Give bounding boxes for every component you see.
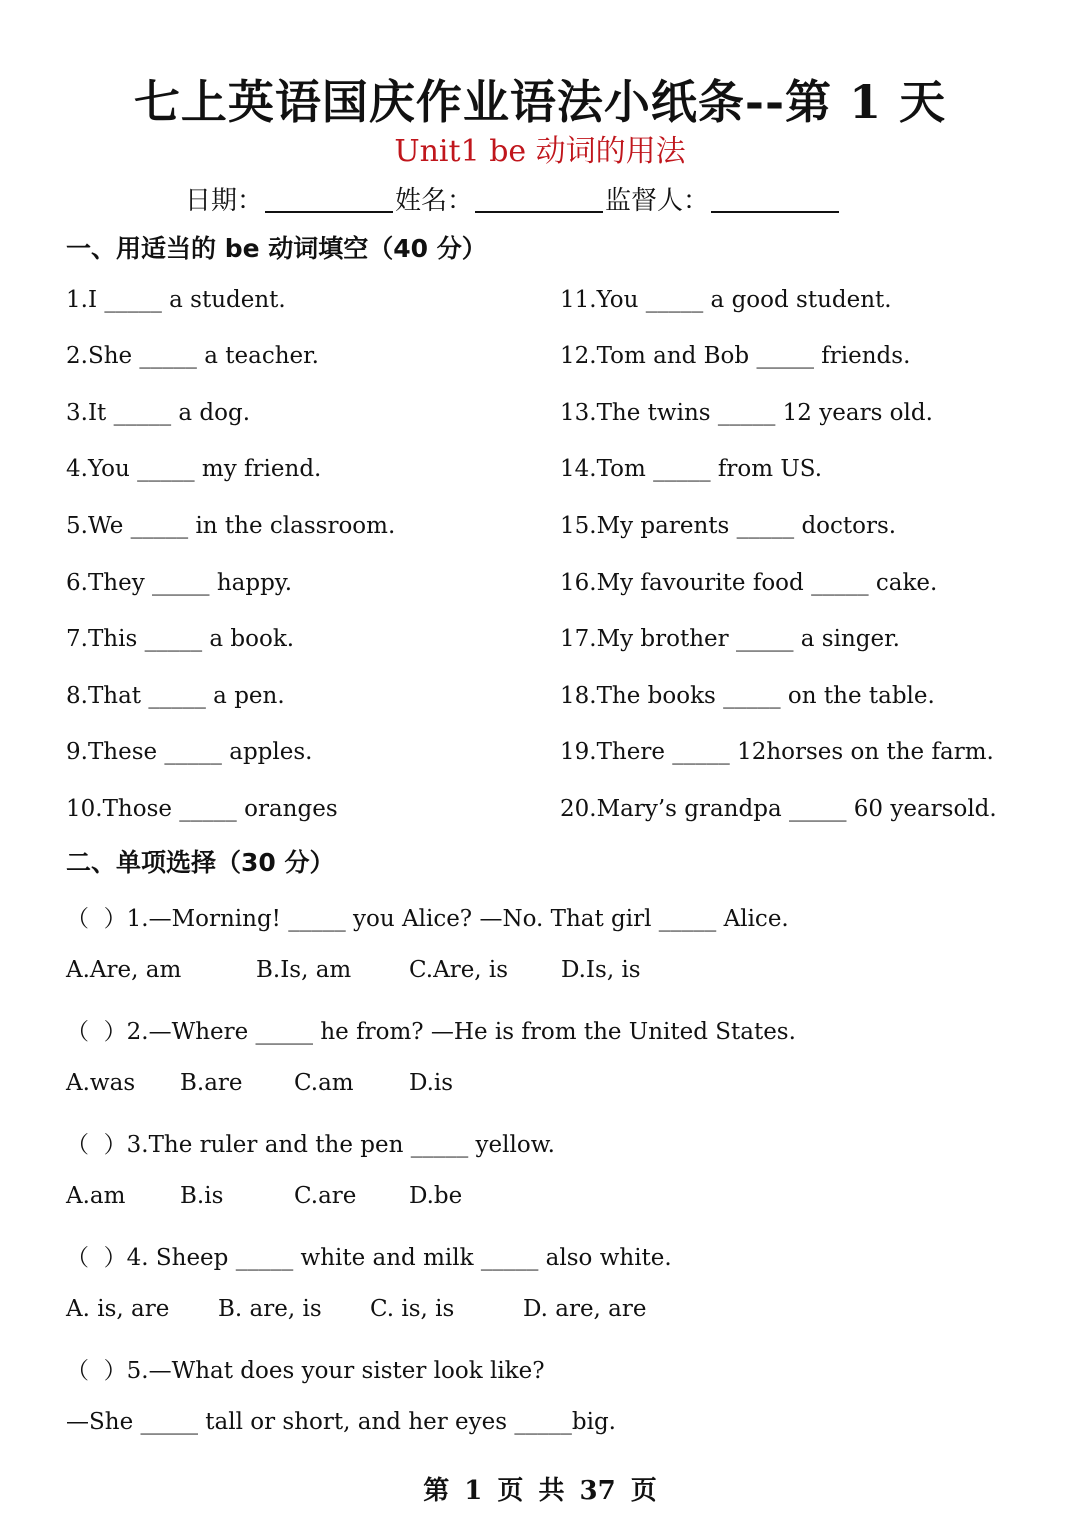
mc-option: C.Are, is xyxy=(409,957,509,983)
mc-option: D.is xyxy=(409,1070,454,1096)
supervisor-blank[interactable] xyxy=(711,209,839,213)
mc-option: B.are xyxy=(180,1070,243,1096)
fill-question: 15.My parents _____ doctors. xyxy=(560,513,897,539)
fill-question: 3.It _____ a dog. xyxy=(66,400,251,426)
mc-question-stem: （ ）4. Sheep _____ white and milk _____ also white. xyxy=(66,1245,672,1271)
fill-question: 19.There _____ 12horses on the farm. xyxy=(560,739,994,765)
name-label: 姓名： xyxy=(395,186,474,216)
mc-option: A.was xyxy=(66,1070,136,1096)
mc-option: A.Are, am xyxy=(66,957,182,983)
fill-question: 8.That _____ a pen. xyxy=(66,683,285,709)
fill-question: 5.We _____ in the classroom. xyxy=(66,513,396,539)
fill-question: 12.Tom and Bob _____ friends. xyxy=(560,343,911,369)
date-blank[interactable] xyxy=(265,209,393,213)
mc-option: C.am xyxy=(294,1070,354,1096)
fill-question: 18.The books _____ on the table. xyxy=(560,683,935,709)
mc-option: D. are, are xyxy=(523,1296,647,1322)
mc-question-stem: （ ）2.—Where _____ he from? —He is from the United States. xyxy=(66,1019,796,1045)
fill-question: 7.This _____ a book. xyxy=(66,626,295,652)
fill-question: 6.They _____ happy. xyxy=(66,570,293,596)
mc-option: A.am xyxy=(66,1183,126,1209)
supervisor-label: 监督人： xyxy=(605,186,710,216)
fill-question: 16.My favourite food _____ cake. xyxy=(560,570,938,596)
section2-heading: 二、单项选择（30 分） xyxy=(66,848,335,877)
mc-option: B.Is, am xyxy=(256,957,352,983)
mc-question-continuation: —She _____ tall or short, and her eyes _____big. xyxy=(66,1409,616,1435)
fill-question: 4.You _____ my friend. xyxy=(66,456,322,482)
fill-question: 10.Those _____ oranges xyxy=(66,796,338,822)
mc-question-stem: （ ）5.—What does your sister look like? xyxy=(66,1358,545,1384)
info-line xyxy=(185,180,841,217)
fill-question: 1.I _____ a student. xyxy=(66,287,286,313)
page-number: 第 1 页 共 37 页 xyxy=(423,1476,657,1506)
mc-option: D.be xyxy=(409,1183,463,1209)
fill-question: 13.The twins _____ 12 years old. xyxy=(560,400,933,426)
fill-question: 20.Mary’s grandpa _____ 60 yearsold. xyxy=(560,796,997,822)
worksheet-subtitle: Unit1 be 动词的用法 xyxy=(394,134,686,169)
section1-heading: 一、用适当的 be 动词填空（40 分） xyxy=(66,234,487,263)
fill-question: 14.Tom _____ from US. xyxy=(560,456,823,482)
date-label: 日期： xyxy=(185,186,264,216)
mc-option: C. is, is xyxy=(370,1296,455,1322)
mc-question-stem: （ ）1.—Morning! _____ you Alice? —No. That girl _____ Alice. xyxy=(66,906,789,932)
mc-option: B. are, is xyxy=(218,1296,322,1322)
mc-option: D.Is, is xyxy=(561,957,641,983)
fill-question: 17.My brother _____ a singer. xyxy=(560,626,900,652)
fill-question: 9.These _____ apples. xyxy=(66,739,313,765)
mc-question-stem: （ ）3.The ruler and the pen _____ yellow. xyxy=(66,1132,555,1158)
fill-question: 2.She _____ a teacher. xyxy=(66,343,319,369)
fill-question: 11.You _____ a good student. xyxy=(560,287,892,313)
worksheet-title: 七上英语国庆作业语法小纸条--第 1 天 xyxy=(133,75,947,129)
name-blank[interactable] xyxy=(475,209,603,213)
mc-option: C.are xyxy=(294,1183,357,1209)
mc-option: B.is xyxy=(180,1183,224,1209)
mc-option: A. is, are xyxy=(66,1296,170,1322)
